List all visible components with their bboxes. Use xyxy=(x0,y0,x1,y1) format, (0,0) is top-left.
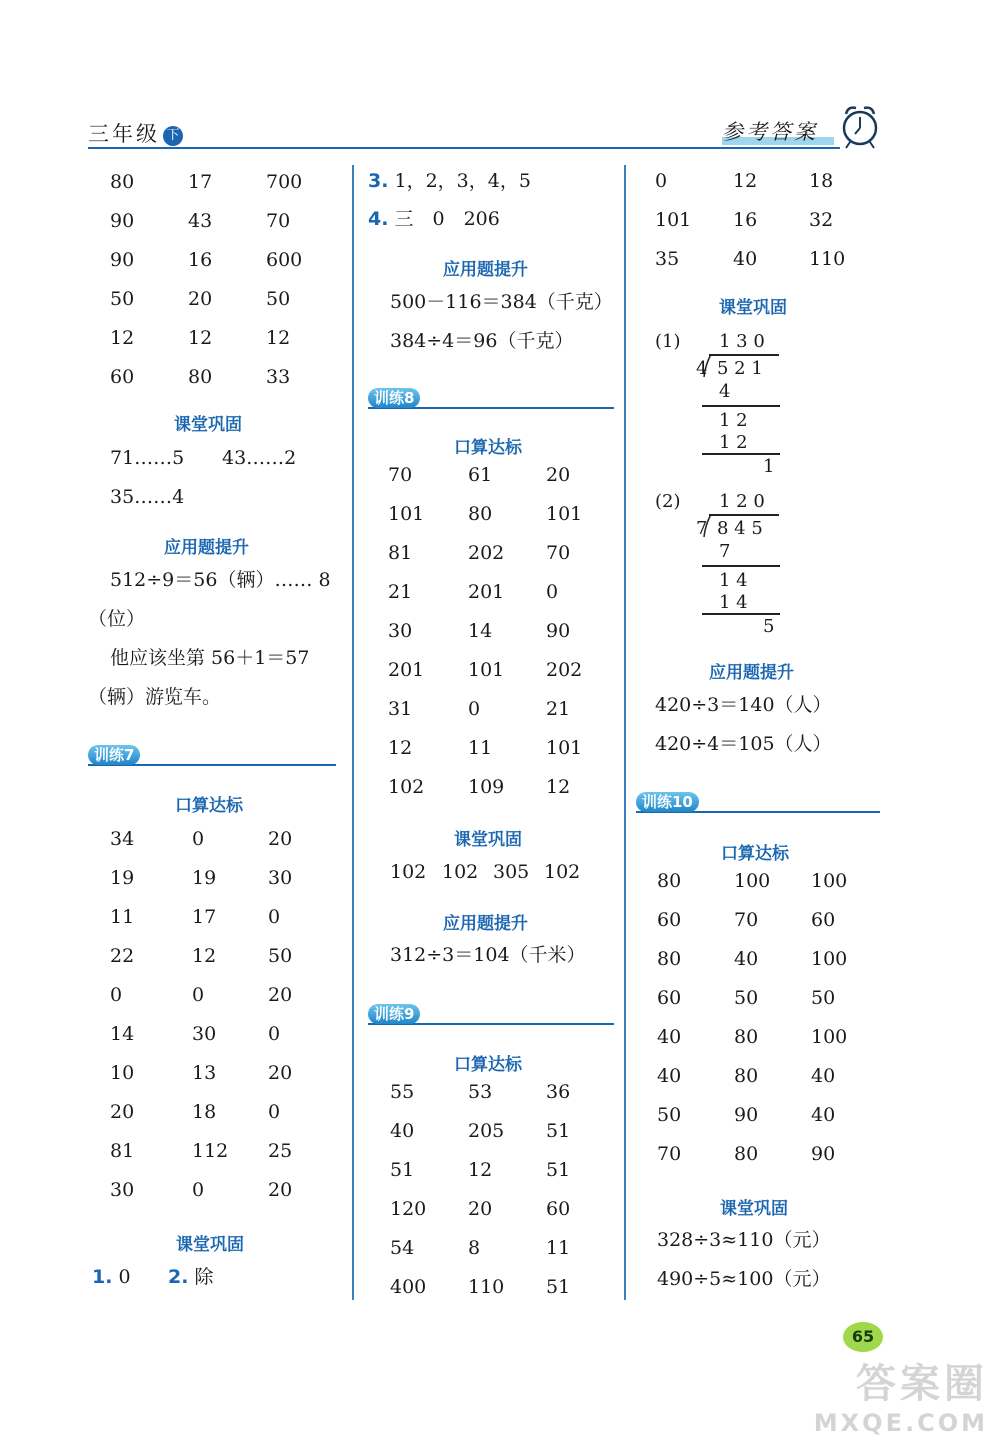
page-number: 65 xyxy=(843,1322,883,1352)
application-answer: 312÷3＝104（千米） xyxy=(390,944,586,966)
grade-label: 三年级 下 xyxy=(88,118,183,148)
training-label: 训练8 xyxy=(368,388,420,408)
partial-product: 4 xyxy=(719,381,731,402)
question-answer: 3. 1，2，3，4，5 xyxy=(368,170,531,192)
alarm-clock-icon xyxy=(838,100,882,152)
header-rule xyxy=(88,147,840,149)
answers-title: 参考答案 xyxy=(722,120,818,144)
remainder-answer: 43……2 xyxy=(222,447,297,469)
application-answer: （位） xyxy=(88,608,146,630)
section-title-kousuan: 口算达标 xyxy=(721,844,789,864)
remainder: 5 xyxy=(763,616,775,637)
partial-remainder: 1 4 xyxy=(719,570,748,591)
section-title-application: 应用题提升 xyxy=(709,663,794,683)
quotient: 1 2 0 xyxy=(719,491,765,512)
application-answer: 420÷4＝105（人） xyxy=(655,733,832,755)
section-title-ketang: 课堂巩固 xyxy=(174,415,242,435)
dividend: 8 4 5 xyxy=(717,518,763,539)
training-label: 训练10 xyxy=(636,792,699,812)
division-label: (2) xyxy=(655,491,681,512)
col2-grid-9: 55 53 36 40 205 51 51 12 51 120 20 60 54 8 11 400 110 51 xyxy=(390,1080,571,1298)
estimation-answer: 328÷3≈110（元） xyxy=(657,1229,831,1251)
training-header-7 xyxy=(88,745,336,767)
col1-grid-top: 80 17 700 90 43 70 90 16 600 50 20 50 12 12 12 60 80 33 xyxy=(110,170,303,388)
remainder: 1 xyxy=(763,456,775,477)
estimation-answer: 490÷5≈100（元） xyxy=(657,1268,831,1290)
application-answer: 420÷3＝140（人） xyxy=(655,694,832,716)
dividend: 5 2 1 xyxy=(717,358,763,379)
col3-grid-10: 80 100 100 60 70 60 80 40 100 60 50 50 40 80 100 40 80 40 50 90 40 70 80 90 xyxy=(657,869,848,1165)
quotient: 1 3 0 xyxy=(719,331,765,352)
section-title-kousuan: 口算达标 xyxy=(175,796,243,816)
column-divider xyxy=(352,165,354,1300)
ketang-values: 102 102 305 102 xyxy=(390,860,581,883)
question-answer: 1. 0 xyxy=(92,1266,131,1288)
section-title-ketang: 课堂巩固 xyxy=(454,830,522,850)
training-header-10 xyxy=(636,792,880,814)
division-label: (1) xyxy=(655,331,681,352)
partial-product: 1 4 xyxy=(719,592,748,613)
watermark xyxy=(814,1352,988,1437)
remainder-answer: 71……5 xyxy=(110,447,185,469)
application-answer: 500－116＝384（千克） xyxy=(390,291,613,313)
partial-remainder: 1 2 xyxy=(719,410,748,431)
question-answer: 2. 除 xyxy=(168,1266,214,1288)
training-label: 训练9 xyxy=(368,1004,420,1024)
training-header-9 xyxy=(368,1004,614,1026)
section-title-ketang: 课堂巩固 xyxy=(720,1199,788,1219)
application-answer: 384÷4＝96（千克） xyxy=(390,330,574,352)
watermark-logo-text: 答案圈 xyxy=(856,1361,988,1407)
long-division-1 xyxy=(655,328,795,478)
divisor: 7 xyxy=(696,518,708,539)
application-answer: 512÷9＝56（辆）…… 8 xyxy=(110,569,331,591)
long-division-2 xyxy=(655,488,795,638)
question-answer: 4. 三 0 206 xyxy=(368,208,500,230)
training-header-8 xyxy=(368,388,614,410)
section-title-ketang: 课堂巩固 xyxy=(719,298,787,318)
training-label: 训练7 xyxy=(88,745,140,765)
watermark-url: MXQE.COM xyxy=(813,1409,988,1437)
column-divider xyxy=(624,165,626,1300)
application-answer: 他应该坐第 56＋1＝57 xyxy=(110,647,310,669)
section-title-kousuan: 口算达标 xyxy=(454,438,522,458)
remainder-answer: 35……4 xyxy=(110,486,185,508)
divisor: 4 xyxy=(696,358,708,379)
col3-grid-top: 0 12 18 101 16 32 35 40 110 xyxy=(655,169,846,270)
partial-product: 1 2 xyxy=(719,432,748,453)
section-title-application: 应用题提升 xyxy=(443,260,528,280)
partial-product: 7 xyxy=(719,541,731,562)
section-title-application: 应用题提升 xyxy=(443,914,528,934)
section-title-ketang: 课堂巩固 xyxy=(176,1235,244,1255)
col2-grid-8: 70 61 20 101 80 101 81 202 70 21 201 0 30 14 90 201 101 202 31 0 21 12 11 101 102 109 12 xyxy=(388,463,583,798)
col1-grid-7: 34 0 20 19 19 30 11 17 0 22 12 50 0 0 20 14 30 0 10 13 20 20 18 0 81 112 25 30 0 20 xyxy=(110,827,293,1201)
grade-badge: 下 xyxy=(163,126,183,146)
section-title-kousuan: 口算达标 xyxy=(454,1055,522,1075)
section-title-application: 应用题提升 xyxy=(164,538,249,558)
application-answer: （辆）游览车。 xyxy=(88,686,222,708)
